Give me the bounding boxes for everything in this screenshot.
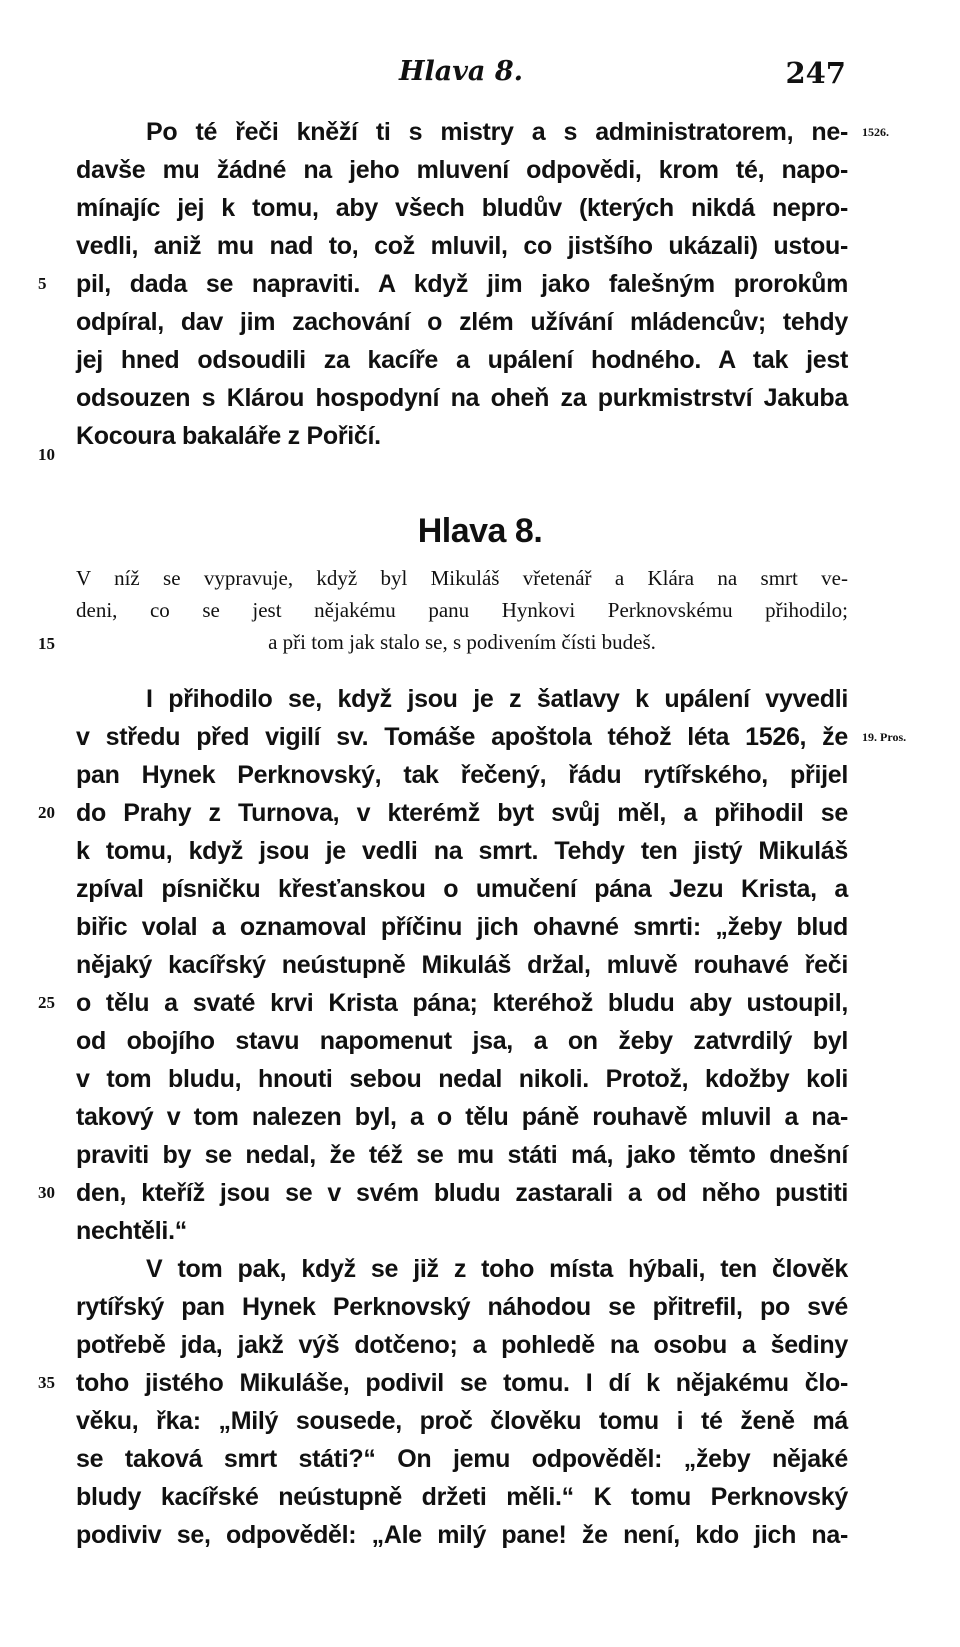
- text-line: potřebě jda, jakž výš dotčeno; a pohledě na osobu a šediny: [76, 1331, 848, 1359]
- text-line: pan Hynek Perknovský, tak řečený, řádu rytířského, přijel: [76, 761, 848, 789]
- text-line: se taková smrt státi?“ On jemu odpověděl: „žeby nějaké: [76, 1445, 848, 1473]
- text-line: nechtěli.“: [76, 1217, 187, 1245]
- text-line: od obojího stavu napomenut jsa, a on žeby zatvrdilý byl: [76, 1027, 848, 1055]
- line-number: 15: [38, 634, 55, 653]
- line-number: 20: [38, 803, 55, 822]
- text-line: pil, dada se napraviti. A když jim jako falešným prorokům: [76, 270, 848, 298]
- text-line: zpíval písničku křesťanskou o umučení pána Jezu Krista, a: [76, 875, 848, 903]
- text-line: mínajíc jej k tomu, aby všech bludův (kterých nikdá nepro-: [76, 194, 848, 222]
- text-line: Kocoura bakaláře z Pořičí.: [76, 422, 381, 450]
- text-line: odsouzen s Klárou hospodyní na oheň za purkmistrství Jakuba: [76, 384, 848, 412]
- text-line: k tomu, když jsou je vedli na smrt. Tehdy ten jistý Mikuláš: [76, 837, 848, 865]
- text-line: biřic volal a oznamoval příčinu jich ohavné smrti: „žeby blud: [76, 913, 848, 941]
- text-line: rytířský pan Hynek Perknovský náhodou se přitrefil, po své: [76, 1293, 848, 1321]
- text-line: den, kteříž jsou se v svém bludu zastarali a od něho pustiti: [76, 1179, 848, 1207]
- text-line: v středu před vigilí sv. Tomáše apoštola téhož léta 1526, že: [76, 723, 848, 751]
- line-number: 35: [38, 1373, 55, 1392]
- text-line: odpíral, dav jim zachování o zlém užívání mládencův; tehdy: [76, 308, 848, 336]
- text-line: V tom pak, když se již z toho místa hýbali, ten člověk: [146, 1255, 848, 1283]
- text-line: podiviv se, odpověděl: „Ale milý pane! že není, kdo jich na-: [76, 1521, 848, 1549]
- text-line: do Prahy z Turnova, v kterémž byt svůj měl, a přihodil se: [76, 799, 848, 827]
- text-line: davše mu žádné na jeho mluvení odpovědi, krom té, napo-: [76, 156, 848, 184]
- text-line: jej hned odsoudili za kacíře a upálení hodného. A tak jest: [76, 346, 848, 374]
- summary-line: V níž se vypravuje, když byl Mikuláš vřetenář a Klára na smrt ve-: [76, 566, 848, 590]
- chapter-heading: Hlava 8.: [417, 512, 543, 550]
- text-line: takový v tom nalezen byl, a o tělu páně rouhavě mluvil a na-: [76, 1103, 848, 1131]
- text-line: vedli, aniž mu nad to, což mluvil, co jistšího ukázali) ustou-: [76, 232, 848, 260]
- summary-line: deni, co se jest nějakému panu Hynkovi Perknovskému přihodilo;: [76, 598, 848, 622]
- page-number: 247: [785, 56, 846, 90]
- line-number: 10: [38, 445, 55, 464]
- running-title: Hlava 8.: [398, 56, 524, 87]
- margin-note: 19. Pros.: [862, 730, 907, 744]
- text-line: nějaký kacířský neústupně Mikuláš držal, mluvě rouhavé řeči: [76, 951, 848, 979]
- text-line: praviti by se nedal, že též se mu státi má, jako těmto dnešní: [76, 1141, 848, 1169]
- margin-note: 1526.: [862, 125, 889, 139]
- page-header: [76, 56, 846, 96]
- text-line: o tělu a svaté krvi Krista pána; kteréhož bludu aby ustoupil,: [76, 989, 848, 1017]
- line-number: 30: [38, 1183, 55, 1202]
- text-line: toho jistého Mikuláše, podivil se tomu. I dí k nějakému člo-: [76, 1369, 848, 1397]
- text-line: bludy kacířské neústupně držeti měli.“ K tomu Perknovský: [76, 1483, 848, 1511]
- line-number: 5: [38, 274, 47, 293]
- summary-line: a při tom jak stalo se, s podivením čísti budeš.: [268, 630, 656, 654]
- line-number: 25: [38, 993, 55, 1012]
- text-line: věku, řka: „Milý sousede, proč člověku tomu i té ženě má: [76, 1407, 848, 1435]
- text-line: v tom bludu, hnouti sebou nedal nikoli. Protož, kdožby koli: [76, 1065, 848, 1093]
- text-line: I přihodilo se, když jsou je z šatlavy k upálení vyvedli: [146, 685, 848, 713]
- text-line: Po té řeči kněží ti s mistry a s administratorem, ne-: [146, 118, 848, 146]
